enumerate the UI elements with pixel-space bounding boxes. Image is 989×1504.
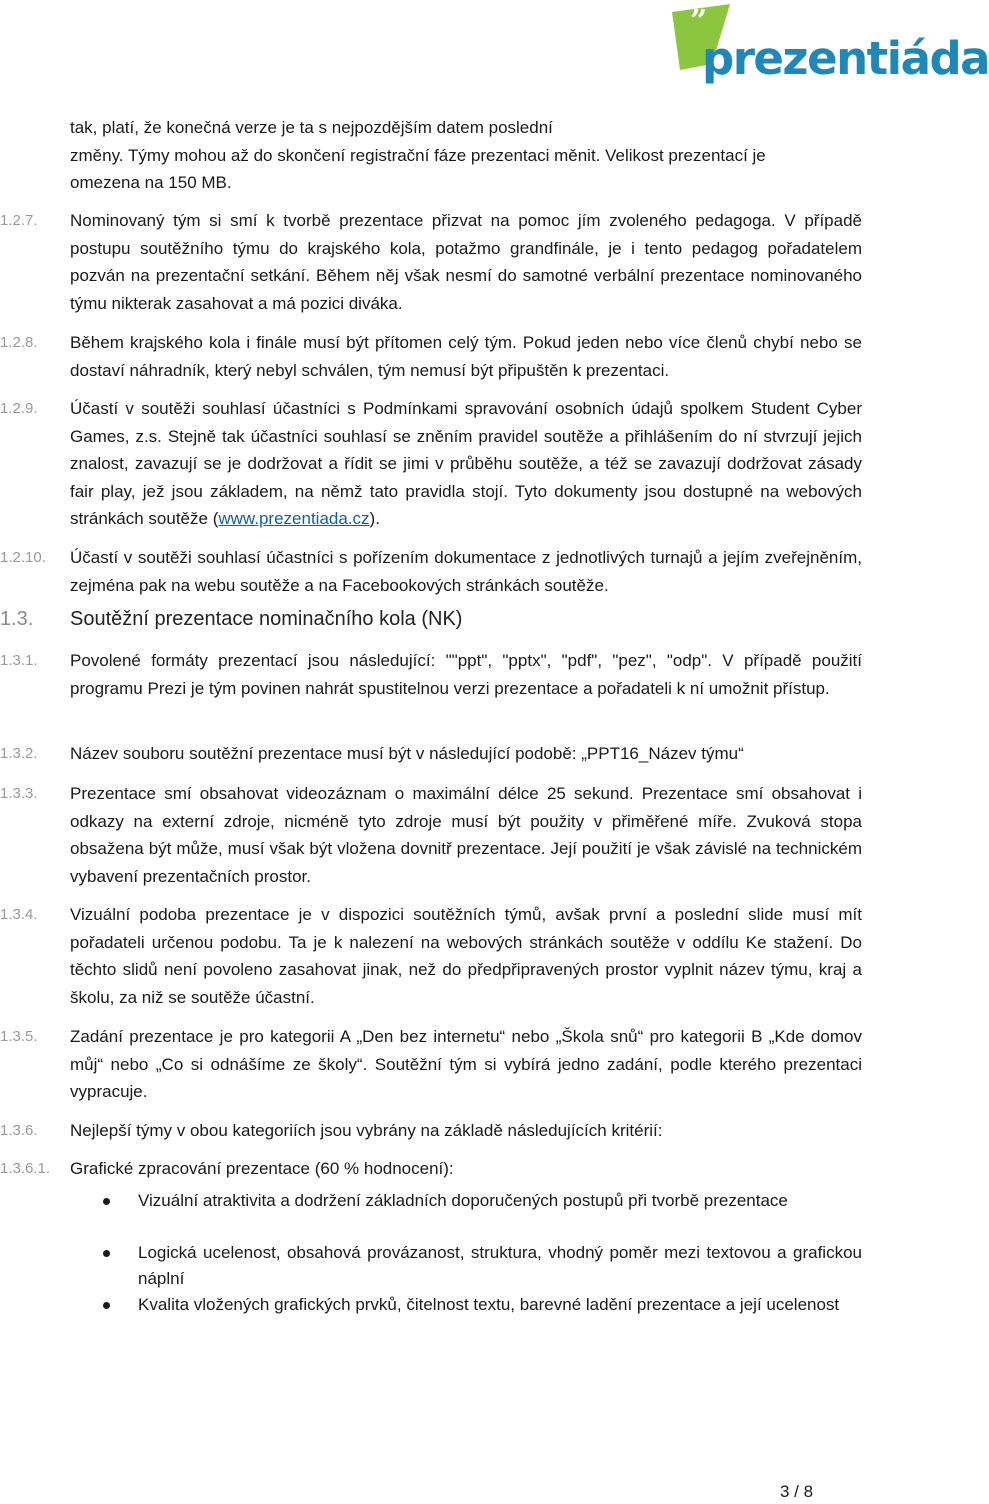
- rule-text: Během krajského kola i finále musí být přítomen celý tým. Pokud jeden nebo více členů chybí nebo se dostaví náhradník, který nebyl schválen, tým nemusí být připuštěn k prezentaci.: [70, 333, 862, 380]
- rule-number: 1.3.6.: [0, 1122, 38, 1139]
- rule-number: 1.3.3.: [0, 785, 38, 802]
- rule-text: Nejlepší týmy v obou kategoriích jsou vybrány na základě následujících kritérií:: [70, 1121, 663, 1140]
- rule-number: 1.3.4.: [0, 906, 38, 923]
- rule-text: Název souboru soutěžní prezentace musí být v následující podobě: „PPT16_Název týmu“: [70, 744, 744, 763]
- page-number: 3 / 8: [780, 1482, 814, 1501]
- section-number: 1.3.: [0, 608, 34, 630]
- rule-text: Povolené formáty prezentací jsou následující: ""ppt", "pptx", "pdf", "pez", "odp". V případě použití programu Prezi je tým povinen nahrát spustitelnou verzi prezentace a pořadateli k ní umožnit přístup.: [70, 651, 862, 698]
- intro-line-3: omezena na 150 MB.: [70, 173, 232, 192]
- rule-number: 1.2.8.: [0, 334, 38, 351]
- rule-text-body: Účastí v soutěži souhlasí účastníci s Podmínkami spravování osobních údajů spolkem Student Cyber Games, z.s. Stejně tak účastníci souhlasí se zněním pravidel soutěže a přihlášením do ní stvrzují jejich znalost, zavazují se je dodržovat a řídit se jimi v průběhu soutěže, a též se zavazují dodržovat zásady fair play, jež jsou základem, na němž tato pravidla stojí. Tyto dokumenty jsou dostupné na webových stránkách soutěže (: [70, 399, 862, 528]
- logo-quote-mark: ”: [690, 4, 708, 39]
- rule-text: Zadání prezentace je pro kategorii A „Den bez internetu“ nebo „Škola snů“ pro kategorii B „Kde domov můj“ nebo „Co si odnášíme ze školy“. Soutěžní tým si vybírá jedno zadání, podle kterého prezentaci vypracuje.: [70, 1027, 862, 1101]
- rule-number: 1.2.10.: [0, 549, 46, 566]
- list-item-text: Logická ucelenost, obsahová provázanost, struktura, vhodný poměr mezi textovou a grafickou náplní: [138, 1243, 862, 1288]
- rule-text: Nominovaný tým si smí k tvorbě prezentace přizvat na pomoc jím zvoleného pedagoga. V případě postupu soutěžního týmu do krajského kola, potažmo grandfinále, je i tento pedagog pořadatelem pozván na prezentační setkání. Během něj však nesmí do samotné verbální prezentace nominovaného týmu nikterak zasahovat a má pozici diváka.: [70, 211, 862, 313]
- rule-number: 1.2.9.: [0, 400, 38, 417]
- rule-text: Prezentace smí obsahovat videozáznam o maximální délce 25 sekund. Prezentace smí obsahovat i odkazy na externí zdroje, nicméně tyto zdroje musí být použity v přiměřené míře. Zvuková stopa obsažena být může, musí však být vložena dovnitř prezentace. Její použití je však závislé na technickém vybavení prezentačních prostor.: [70, 784, 862, 886]
- rule-number: 1.2.7.: [0, 212, 38, 229]
- rule-number: 1.3.6.1.: [0, 1160, 51, 1177]
- rule-text: Vizuální podoba prezentace je v dispozici soutěžních týmů, avšak první a poslední slide musí mít pořadateli určenou podobu. Ta je k nalezení na webových stránkách soutěže v oddílu Ke stažení. Do těchto slidů není povoleno zasahovat jinak, než do předpřipravených prostor vyplnit název týmu, kraj a školu, za niž se soutěže účastní.: [70, 905, 862, 1007]
- rule-number: 1.3.1.: [0, 652, 38, 669]
- section-title: Soutěžní prezentace nominačního kola (NK): [70, 608, 463, 630]
- bullet-icon: [103, 1302, 110, 1309]
- list-item-text: Kvalita vložených grafických prvků, čitelnost textu, barevné ladění prezentace a její ucelenost: [138, 1295, 840, 1314]
- rule-number: 1.3.2.: [0, 745, 38, 762]
- intro-text: [70, 114, 862, 197]
- rule-text: Grafické zpracování prezentace (60 % hodnocení):: [70, 1159, 454, 1178]
- rule-text: [70, 395, 862, 533]
- prezentiada-logo: [668, 2, 989, 100]
- website-link[interactable]: www.prezentiada.cz: [218, 509, 370, 528]
- logo-wordmark: prezentiáda: [702, 32, 989, 85]
- rule-text: Účastí v soutěži souhlasí účastníci s pořízením dokumentace z jednotlivých turnajů a jejím zveřejněním, zejména pak na webu soutěže a na Facebookových stránkách soutěže.: [70, 548, 862, 595]
- bullet-icon: [103, 1250, 110, 1257]
- list-item-text: Vizuální atraktivita a dodržení základních doporučených postupů při tvorbě prezentace: [138, 1191, 788, 1210]
- bullet-icon: [103, 1198, 110, 1205]
- rule-number: 1.3.5.: [0, 1028, 38, 1045]
- intro-line-2: změny. Týmy mohou až do skončení registrační fáze prezentaci měnit. Velikost prezentací je: [70, 145, 766, 165]
- rule-text-end: ).: [369, 509, 380, 528]
- intro-line-1: tak, platí, že konečná verze je ta s nejpozdějším datem poslední: [70, 118, 553, 137]
